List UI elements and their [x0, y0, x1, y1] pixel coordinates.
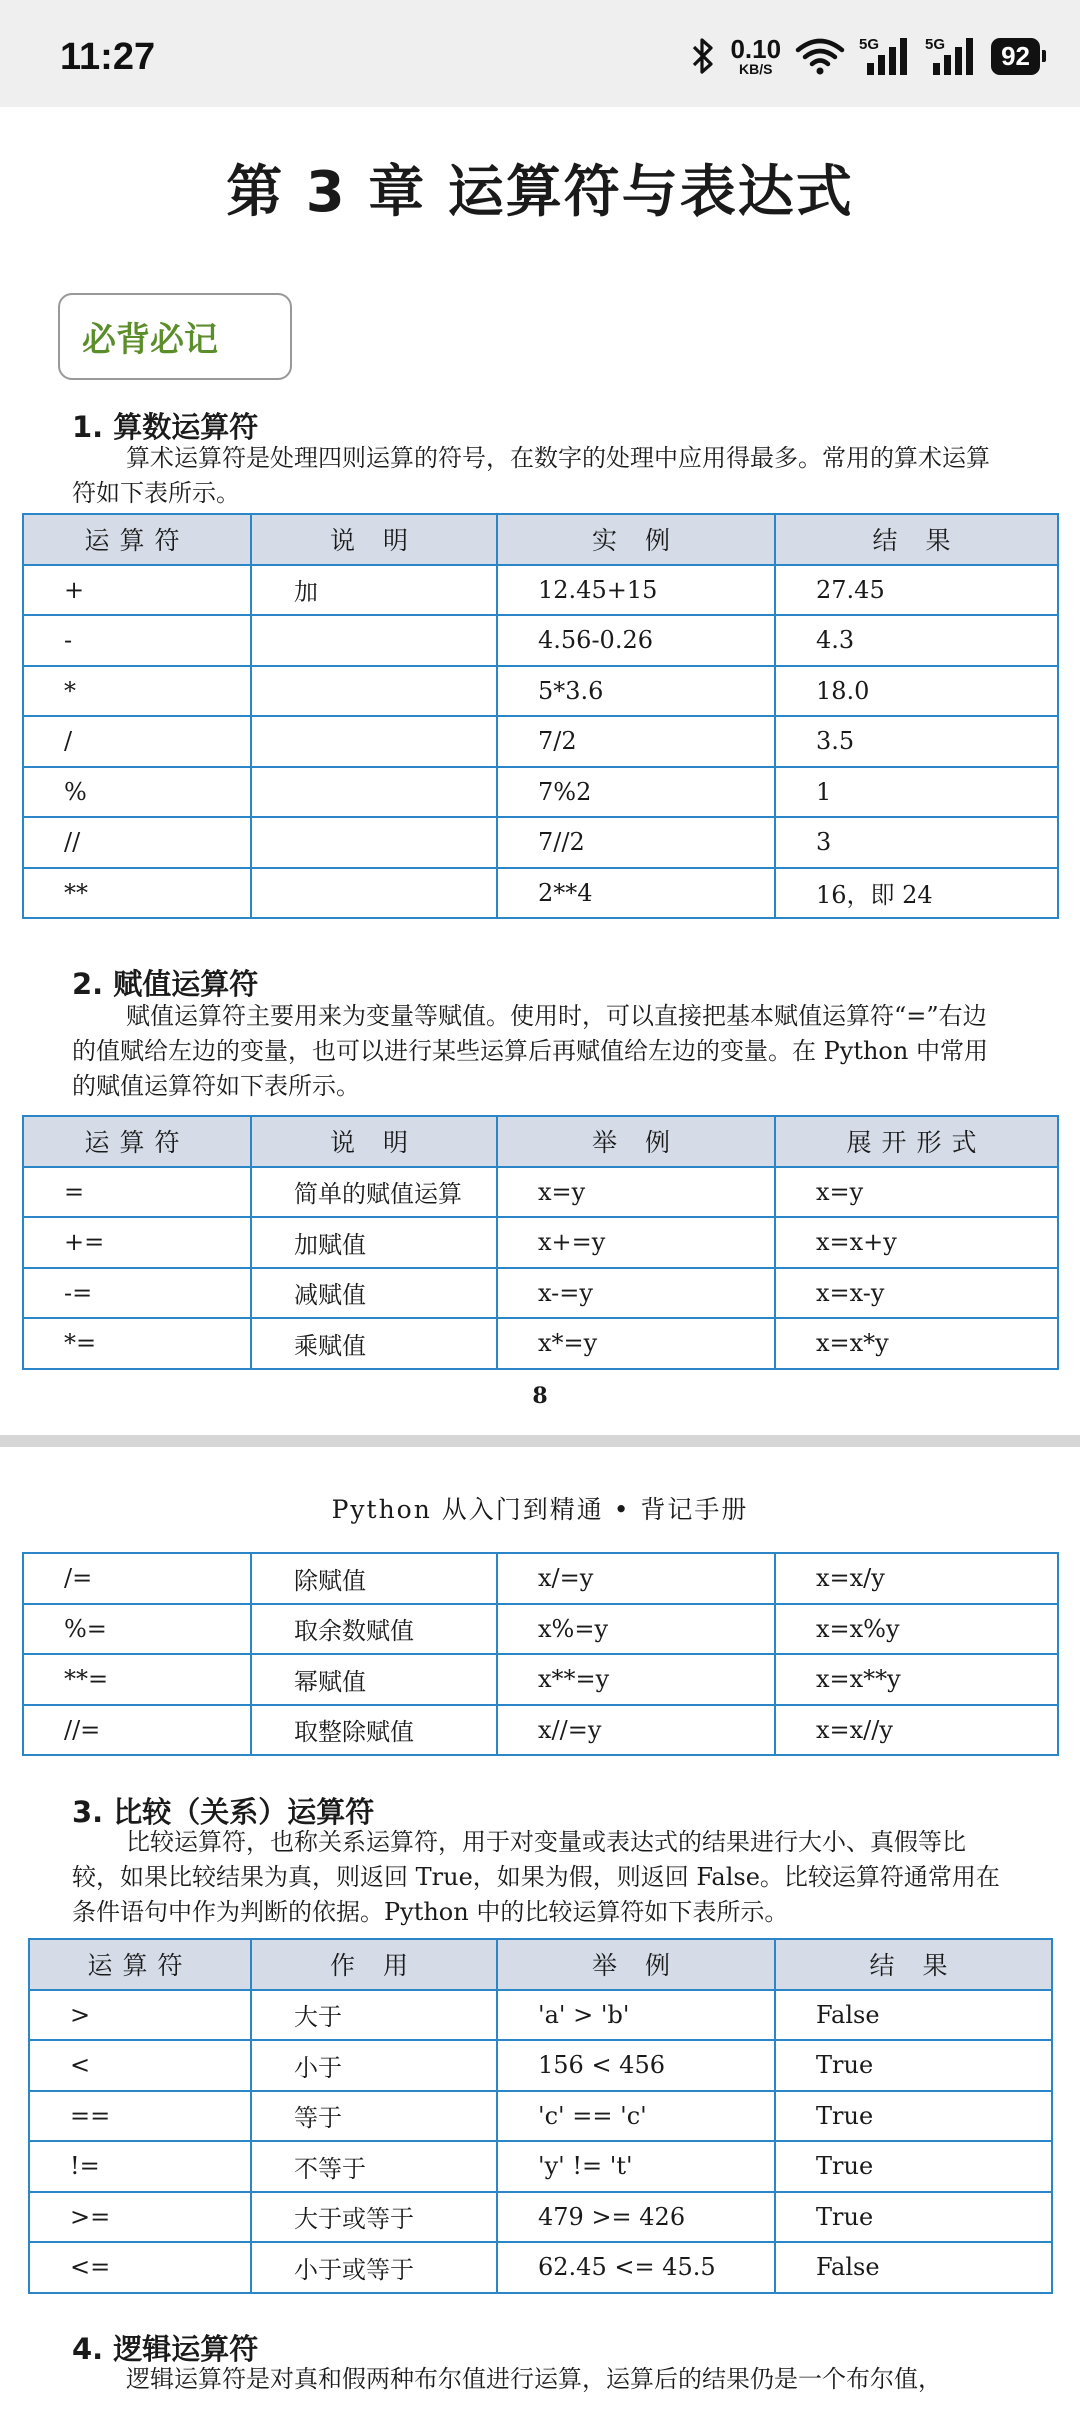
table-cell: True [775, 2091, 1052, 2142]
table-cell: += [23, 1217, 251, 1268]
table-cell: >= [29, 2192, 251, 2243]
table-header-cell: 展开形式 [775, 1116, 1058, 1167]
table-header-cell: 结 果 [775, 1939, 1052, 1990]
table-cell: 大于 [251, 1990, 497, 2041]
table-header-cell: 举 例 [497, 1116, 775, 1167]
table-cell: 7//2 [497, 817, 775, 868]
signal-5g-icon [859, 35, 911, 77]
table-header-cell: 运算符 [23, 1116, 251, 1167]
table-cell: 大于或等于 [251, 2192, 497, 2243]
table-cell: 等于 [251, 2091, 497, 2142]
table-cell [251, 767, 497, 818]
table-cell: % [23, 767, 251, 818]
table-cell: True [775, 2040, 1052, 2091]
table-row [23, 565, 1058, 616]
table-cell [251, 716, 497, 767]
table-cell: //= [23, 1705, 251, 1756]
table-row [23, 1604, 1058, 1655]
section-intro-assignment: 赋值运算符主要用来为变量等赋值。使用时，可以直接把基本赋值运算符“=”右边的值赋给左边的变量，也可以进行某些运算后再赋值给左边的变量。在 Python 中常用的赋值运算符如下表所示。 [72, 1002, 988, 1100]
assignment-operators-table [22, 1115, 1059, 1370]
must-remember-box: 必背必记 [58, 293, 292, 380]
table-cell: /= [23, 1553, 251, 1604]
table-cell: 16，即 24 [775, 868, 1058, 919]
bluetooth-icon [690, 36, 716, 76]
section-heading-assignment: 2. 赋值运算符 [72, 967, 259, 1001]
table-header-cell: 举 例 [497, 1939, 775, 1990]
table-cell: ** [23, 868, 251, 919]
table-row [29, 2040, 1052, 2091]
table-cell: x+=y [497, 1217, 775, 1268]
table-row [23, 716, 1058, 767]
table-cell: 18.0 [775, 666, 1058, 717]
battery-indicator: 92 [991, 38, 1040, 75]
table-cell [251, 817, 497, 868]
status-icons [690, 32, 1040, 80]
section-intro-arithmetic: 算术运算符是处理四则运算的符号，在数字的处理中应用得最多。常用的算术运算符如下表所示。 [72, 444, 990, 507]
table-cell: 减赋值 [251, 1268, 497, 1319]
table-cell: = [23, 1167, 251, 1218]
signal-5g-icon [925, 35, 977, 77]
table-cell: x=x+y [775, 1217, 1058, 1268]
table-cell: 4.3 [775, 615, 1058, 666]
table-cell: 取余数赋值 [251, 1604, 497, 1655]
table-cell: x%=y [497, 1604, 775, 1655]
table-cell: True [775, 2141, 1052, 2192]
table-cell: x=x-y [775, 1268, 1058, 1319]
table-cell: x/=y [497, 1553, 775, 1604]
table-cell: x=x/y [775, 1553, 1058, 1604]
table-cell: 5*3.6 [497, 666, 775, 717]
section-heading-arithmetic: 1. 算数运算符 [72, 410, 259, 444]
table-cell: *= [23, 1318, 251, 1369]
arithmetic-operators-table [22, 513, 1059, 919]
table-cell: 479 >= 426 [497, 2192, 775, 2243]
table-cell: 取整除赋值 [251, 1705, 497, 1756]
table-cell: 'y' != 't' [497, 2141, 775, 2192]
table-cell: %= [23, 1604, 251, 1655]
table-header-cell: 说 明 [251, 1116, 497, 1167]
table-cell: 27.45 [775, 565, 1058, 616]
table-cell [251, 666, 497, 717]
table-cell: 'a' > 'b' [497, 1990, 775, 2041]
section-intro-comparison: 比较运算符，也称关系运算符，用于对变量或表达式的结果进行大小、真假等比较，如果比较结果为真，则返回 True，如果为假，则返回 False。比较运算符通常用在条件语句中作为判断的依据。Python 中的比较运算符如下表所示。 [72, 1828, 1000, 1926]
table-cell: * [23, 666, 251, 717]
net-speed [730, 36, 781, 76]
assignment-operators-table-continued [22, 1552, 1059, 1756]
net-speed-value: 0.10 [730, 34, 782, 64]
table-cell: x=y [775, 1167, 1058, 1218]
table-cell: 7/2 [497, 716, 775, 767]
table-cell: > [29, 1990, 251, 2041]
table-cell: x=x**y [775, 1654, 1058, 1705]
table-cell: 12.45+15 [497, 565, 775, 616]
table-cell: 62.45 <= 45.5 [497, 2242, 775, 2293]
section-intro-logic: 逻辑运算符是对真和假两种布尔值进行运算，运算后的结果仍是一个布尔值， [126, 2365, 942, 2393]
running-head: Python 从入门到精通 • 背记手册 [331, 1495, 749, 1524]
table-cell [251, 868, 497, 919]
table-cell: x//=y [497, 1705, 775, 1756]
table-cell: 2**4 [497, 868, 775, 919]
table-header-cell: 运算符 [29, 1939, 251, 1990]
table-cell: < [29, 2040, 251, 2091]
table-cell: 4.56-0.26 [497, 615, 775, 666]
table-cell: 加赋值 [251, 1217, 497, 1268]
table-cell: 除赋值 [251, 1553, 497, 1604]
page-number: 8 [532, 1383, 548, 1409]
status-bar [0, 0, 1080, 107]
table-cell: x=x%y [775, 1604, 1058, 1655]
svg-text:5G: 5G [859, 36, 880, 53]
table-cell: 幂赋值 [251, 1654, 497, 1705]
table-header-cell: 结 果 [775, 514, 1058, 565]
table-cell: 简单的赋值运算 [251, 1167, 497, 1218]
table-cell [251, 615, 497, 666]
table-cell: // [23, 817, 251, 868]
table-row [23, 767, 1058, 818]
table-row [29, 2242, 1052, 2293]
table-cell: 不等于 [251, 2141, 497, 2192]
table-cell: x=x*y [775, 1318, 1058, 1369]
table-row [23, 1167, 1058, 1218]
net-speed-unit: KB/S [739, 61, 773, 77]
table-cell: x-=y [497, 1268, 775, 1319]
table-cell: 156 < 456 [497, 2040, 775, 2091]
table-header-row [23, 514, 1058, 565]
table-cell: -= [23, 1268, 251, 1319]
table-cell: 3 [775, 817, 1058, 868]
table-row [23, 1268, 1058, 1319]
table-row [23, 1705, 1058, 1756]
table-row [23, 1654, 1058, 1705]
table-cell: 7%2 [497, 767, 775, 818]
table-cell: / [23, 716, 251, 767]
table-row [23, 1318, 1058, 1369]
table-header-cell: 运算符 [23, 514, 251, 565]
table-header-row [23, 1116, 1058, 1167]
table-cell: x*=y [497, 1318, 775, 1369]
table-row [23, 817, 1058, 868]
comparison-operators-table [28, 1938, 1053, 2294]
table-header-cell: 实 例 [497, 514, 775, 565]
table-cell: True [775, 2192, 1052, 2243]
section-heading-comparison: 3. 比较（关系）运算符 [72, 1795, 375, 1829]
table-cell: 小于 [251, 2040, 497, 2091]
table-cell: - [23, 615, 251, 666]
table-row [23, 868, 1058, 919]
table-cell: 3.5 [775, 716, 1058, 767]
table-header-row [29, 1939, 1052, 1990]
svg-text:5G: 5G [925, 36, 946, 53]
table-cell: 加 [251, 565, 497, 616]
table-cell: **= [23, 1654, 251, 1705]
table-cell: == [29, 2091, 251, 2142]
table-row [29, 1990, 1052, 2041]
table-cell: x=x//y [775, 1705, 1058, 1756]
table-cell: <= [29, 2242, 251, 2293]
table-row [23, 615, 1058, 666]
table-cell: != [29, 2141, 251, 2192]
table-cell: 乘赋值 [251, 1318, 497, 1369]
table-cell: False [775, 2242, 1052, 2293]
table-row [29, 2091, 1052, 2142]
section-heading-logic: 4. 逻辑运算符 [72, 2332, 259, 2366]
table-cell: x**=y [497, 1654, 775, 1705]
page-divider [0, 1435, 1080, 1447]
table-header-cell: 作 用 [251, 1939, 497, 1990]
table-row [23, 1217, 1058, 1268]
table-row [29, 2192, 1052, 2243]
table-row [23, 1553, 1058, 1604]
table-header-cell: 说 明 [251, 514, 497, 565]
table-cell: False [775, 1990, 1052, 2041]
table-row [23, 666, 1058, 717]
table-cell: 小于或等于 [251, 2242, 497, 2293]
wifi-icon [795, 36, 845, 76]
table-cell: + [23, 565, 251, 616]
table-cell: 'c' == 'c' [497, 2091, 775, 2142]
table-cell: x=y [497, 1167, 775, 1218]
chapter-title: 第 3 章 运算符与表达式 [226, 160, 854, 225]
status-time: 11:27 [60, 36, 156, 78]
table-cell: 1 [775, 767, 1058, 818]
table-row [29, 2141, 1052, 2192]
